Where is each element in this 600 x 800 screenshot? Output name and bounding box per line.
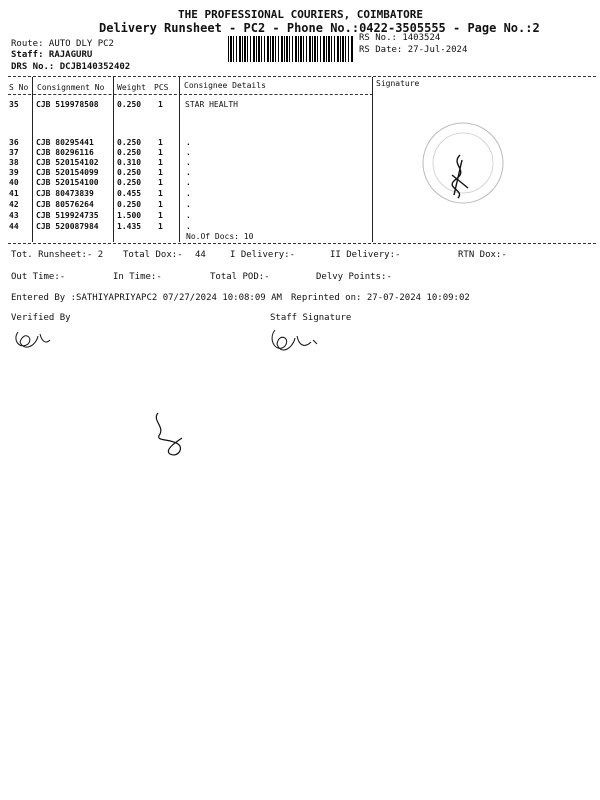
row-pcs: 1 bbox=[158, 189, 163, 198]
col-header-weight: Weight bbox=[117, 83, 146, 92]
col-header-signature: Signature bbox=[376, 79, 420, 88]
verified-by-label: Verified By bbox=[11, 313, 71, 323]
row-consignment: CJB 80473839 bbox=[36, 189, 94, 198]
col-header-consignee: Consignee Details bbox=[184, 81, 266, 90]
col-divider bbox=[179, 77, 180, 242]
row-consignee: . bbox=[186, 189, 191, 198]
rs-number: RS No.: 1403524 bbox=[359, 33, 441, 43]
entered-by: Entered By :SATHIYAPRIYAPC2 07/27/2024 10:08:09 AM bbox=[11, 293, 282, 303]
row-consignee: . bbox=[186, 168, 191, 177]
row-pcs: 1 bbox=[158, 138, 163, 147]
row-consignment: CJB 80576264 bbox=[36, 200, 94, 209]
tot-runsheet: Tot. Runsheet:- 2 bbox=[11, 250, 104, 260]
col-header-pcs: PCS bbox=[154, 83, 169, 92]
row-consignee: STAR HEALTH bbox=[185, 100, 238, 109]
col-header-sno: S No bbox=[9, 83, 29, 92]
out-time: Out Time:- bbox=[11, 272, 66, 282]
row-consignment: CJB 519978508 bbox=[36, 100, 99, 109]
row-consignee: . bbox=[186, 138, 191, 147]
row-sno: 42 bbox=[9, 200, 19, 209]
row-pcs: 1 bbox=[158, 148, 163, 157]
table-bottom-rule bbox=[8, 243, 596, 244]
staff-signature bbox=[265, 322, 325, 362]
no-of-docs: No.Of Docs: 10 bbox=[186, 232, 254, 241]
row-weight: 0.250 bbox=[117, 148, 142, 157]
row-pcs: 1 bbox=[158, 222, 163, 231]
table-top-rule bbox=[8, 76, 596, 77]
row-consignment: CJB 80296116 bbox=[36, 148, 94, 157]
row-consignee: . bbox=[186, 200, 191, 209]
row-consignment: CJB 520154100 bbox=[36, 178, 99, 187]
delvy-points: Delvy Points:- bbox=[316, 272, 392, 282]
barcode-image bbox=[228, 36, 353, 62]
row-sno: 38 bbox=[9, 158, 19, 167]
scribble-signature bbox=[148, 408, 193, 463]
row-sno: 37 bbox=[9, 148, 19, 157]
rs-date: RS Date: 27-Jul-2024 bbox=[359, 45, 468, 55]
in-time: In Time:- bbox=[113, 272, 162, 282]
staff-label: Staff: RAJAGURU bbox=[11, 50, 93, 60]
total-pod: Total POD:- bbox=[210, 272, 270, 282]
row-weight: 1.500 bbox=[117, 211, 142, 220]
row-weight: 0.250 bbox=[117, 138, 142, 147]
row-sno: 36 bbox=[9, 138, 19, 147]
row-sno: 35 bbox=[9, 100, 19, 109]
reprinted-on: Reprinted on: 27-07-2024 10:09:02 bbox=[291, 293, 470, 303]
row-consignee: . bbox=[186, 222, 191, 231]
row-sno: 40 bbox=[9, 178, 19, 187]
ii-delivery: II Delivery:- bbox=[330, 250, 401, 260]
row-consignee: . bbox=[186, 178, 191, 187]
row-pcs: 1 bbox=[158, 200, 163, 209]
total-dox-value: 44 bbox=[195, 250, 206, 260]
col-divider bbox=[32, 77, 33, 242]
verified-signature bbox=[10, 322, 55, 357]
row-pcs: 1 bbox=[158, 178, 163, 187]
row-sno: 39 bbox=[9, 168, 19, 177]
row-consignment: CJB 80295441 bbox=[36, 138, 94, 147]
col-header-consignment: Consignment No bbox=[37, 83, 105, 92]
row-sno: 44 bbox=[9, 222, 19, 231]
row-sno: 41 bbox=[9, 189, 19, 198]
delivery-signature bbox=[440, 150, 480, 205]
row-consignment: CJB 520087984 bbox=[36, 222, 99, 231]
table-header-rule bbox=[8, 94, 373, 95]
route-label: Route: AUTO DLY PC2 bbox=[11, 39, 114, 49]
i-delivery: I Delivery:- bbox=[230, 250, 296, 260]
row-weight: 0.250 bbox=[117, 168, 142, 177]
row-weight: 1.435 bbox=[117, 222, 142, 231]
row-consignment: CJB 520154102 bbox=[36, 158, 99, 167]
drs-number: DRS No.: DCJB140352402 bbox=[11, 62, 131, 72]
row-weight: 0.250 bbox=[117, 178, 142, 187]
row-consignee: . bbox=[186, 148, 191, 157]
rtn-dox: RTN Dox:- bbox=[458, 250, 507, 260]
row-weight: 0.250 bbox=[117, 200, 142, 209]
row-sno: 43 bbox=[9, 211, 19, 220]
runsheet-title: Delivery Runsheet - PC2 - Phone No.:0422-3505555 - Page No.:2 bbox=[99, 21, 540, 35]
row-weight: 0.455 bbox=[117, 189, 142, 198]
company-name: THE PROFESSIONAL COURIERS, COIMBATORE bbox=[178, 8, 424, 21]
row-consignee: . bbox=[186, 158, 191, 167]
row-consignment: CJB 520154099 bbox=[36, 168, 99, 177]
row-pcs: 1 bbox=[158, 211, 163, 220]
col-divider bbox=[113, 77, 114, 242]
row-consignment: CJB 519924735 bbox=[36, 211, 99, 220]
row-pcs: 1 bbox=[158, 168, 163, 177]
row-pcs: 1 bbox=[158, 158, 163, 167]
staff-signature-label: Staff Signature bbox=[270, 313, 352, 323]
col-divider bbox=[372, 77, 373, 242]
row-weight: 0.310 bbox=[117, 158, 142, 167]
row-consignee: . bbox=[186, 211, 191, 220]
total-dox-label: Total Dox:- bbox=[123, 250, 183, 260]
row-pcs: 1 bbox=[158, 100, 163, 109]
row-weight: 0.250 bbox=[117, 100, 142, 109]
